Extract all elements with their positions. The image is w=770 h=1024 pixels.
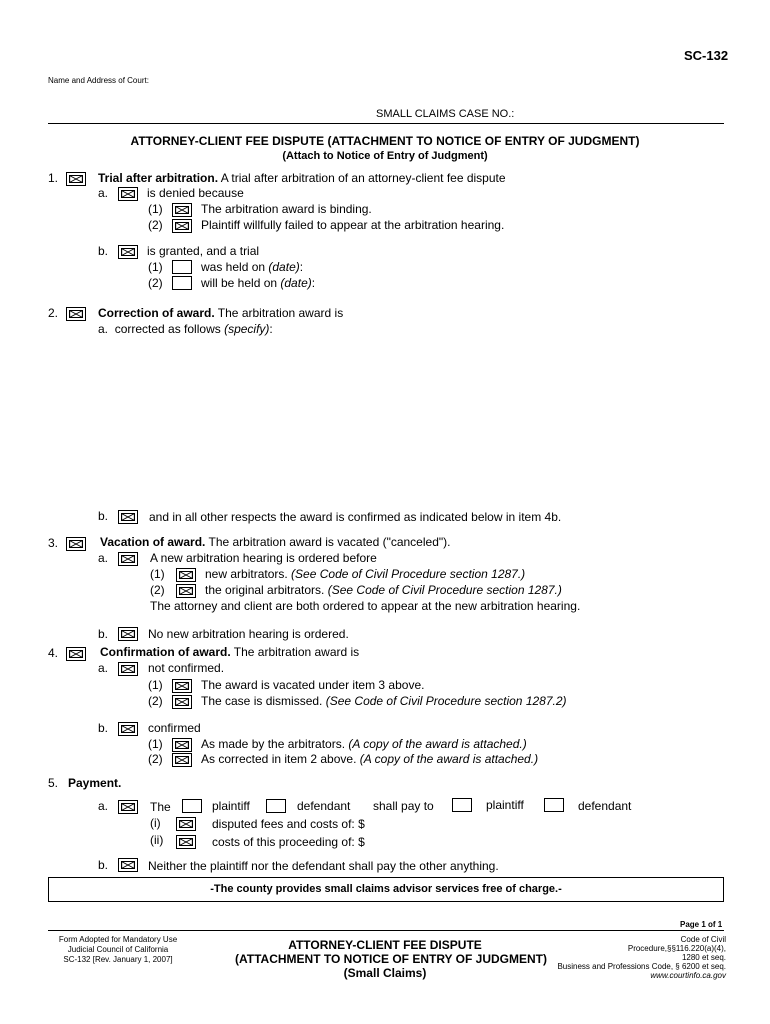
item5a-i-number: (i) — [150, 816, 161, 830]
item3b-text: No new arbitration hearing is ordered. — [148, 627, 349, 641]
item1a-checkbox[interactable] — [118, 187, 138, 201]
footer-left-2: Judicial Council of California — [67, 945, 169, 954]
item1-heading-line — [98, 171, 506, 185]
item2-number: 2. — [48, 306, 59, 320]
item1b2-checkbox[interactable] — [172, 276, 192, 290]
item1b1-text: was held on — [201, 260, 269, 274]
checkmark-x-icon — [173, 220, 191, 232]
checkmark-x-icon — [67, 173, 85, 185]
payee-plaintiff-label: plaintiff — [486, 798, 524, 812]
footer-rule — [48, 930, 724, 931]
footer-right-2: Procedure,§§116.220(a)(4), — [627, 944, 726, 953]
checkmark-x-icon — [119, 859, 137, 871]
item4b2-number: (2) — [148, 752, 163, 766]
item4a-checkbox[interactable] — [118, 662, 138, 676]
item3a2-ref: (See Code of Civil Procedure section 1287.) — [327, 583, 562, 597]
item4b2-checkbox[interactable] — [172, 753, 192, 767]
item2a-line — [98, 322, 273, 336]
checkmark-x-icon — [119, 246, 137, 258]
item2a-text: corrected as follows — [114, 322, 225, 336]
item3a2-line — [205, 583, 562, 597]
checkmark-x-icon — [67, 648, 85, 660]
item1b1-colon: : — [299, 260, 304, 274]
item4a2-ref: (See Code of Civil Procedure section 1287.2) — [325, 694, 567, 708]
item3-number: 3. — [48, 536, 59, 550]
item1b2-line — [201, 276, 315, 290]
checkmark-x-icon — [177, 836, 195, 848]
item4-checkbox[interactable] — [66, 647, 86, 661]
footer-right-4: Business and Professions Code, § 6200 et seq. — [557, 962, 726, 971]
item5-heading: Payment. — [68, 776, 122, 790]
checkmark-x-icon — [173, 680, 191, 692]
checkmark-x-icon — [119, 723, 137, 735]
item3b-label: b. — [98, 627, 109, 641]
footer-title-1: ATTORNEY-CLIENT FEE DISPUTE — [288, 938, 482, 952]
item2a-label: a. — [98, 322, 109, 336]
item4-heading-line — [100, 645, 359, 659]
item4a-label: a. — [98, 661, 109, 675]
item5a-label: a. — [98, 799, 109, 813]
item2-text: The arbitration award is — [214, 306, 344, 320]
item4b1-line — [201, 737, 527, 751]
item4a2-line — [201, 694, 567, 708]
item4-text: The arbitration award is — [230, 645, 360, 659]
item2b-label: b. — [98, 509, 109, 523]
checkmark-x-icon — [119, 553, 137, 565]
checkmark-x-icon — [67, 308, 85, 320]
item1b-label: b. — [98, 244, 109, 258]
item4b-checkbox[interactable] — [118, 722, 138, 736]
item4a2-number: (2) — [148, 694, 163, 708]
item4b2-ref: (A copy of the award is attached.) — [359, 752, 539, 766]
item4b1-ref: (A copy of the award is attached.) — [348, 737, 527, 751]
item1b-text: is granted, and a trial — [147, 244, 260, 258]
item4-heading: Confirmation of award. — [100, 645, 231, 659]
item3a1-number: (1) — [150, 567, 165, 581]
item3a2-number: (2) — [150, 583, 165, 597]
item4b2-line — [201, 752, 538, 766]
item4a1-number: (1) — [148, 678, 163, 692]
item5a-ii-checkbox[interactable] — [176, 835, 196, 849]
payer-plaintiff-checkbox[interactable] — [182, 799, 202, 813]
notice-box — [48, 877, 724, 902]
form-number: SC-132 — [684, 48, 729, 63]
item5a-ii-number: (ii) — [150, 833, 164, 847]
item3a-text: A new arbitration hearing is ordered before — [150, 551, 377, 565]
checkmark-x-icon — [119, 511, 137, 523]
item4b1-number: (1) — [148, 737, 163, 751]
item1-number: 1. — [48, 171, 59, 185]
checkmark-x-icon — [119, 801, 137, 813]
item3a-note: The attorney and client are both ordered to appear at the new arbitration hearing. — [150, 599, 581, 613]
item4b1-checkbox[interactable] — [172, 738, 192, 752]
checkmark-x-icon — [119, 628, 137, 640]
item1a-label: a. — [98, 186, 109, 200]
payee-defendant-checkbox[interactable] — [544, 798, 564, 812]
item2a-specify: (specify) — [224, 322, 270, 336]
item4a2-checkbox[interactable] — [172, 695, 192, 709]
item3a-checkbox[interactable] — [118, 552, 138, 566]
item1b-checkbox[interactable] — [118, 245, 138, 259]
item2b-text: and in all other respects the award is confirmed as indicated below in item 4b. — [149, 510, 562, 524]
footer-left-1: Form Adopted for Mandatory Use — [58, 935, 178, 944]
checkmark-x-icon — [67, 538, 85, 550]
footer-left-3: SC-132 [Rev. January 1, 2007] — [63, 955, 173, 964]
item4b-label: b. — [98, 721, 109, 735]
checkmark-x-icon — [119, 663, 137, 675]
item4a1-text: The award is vacated under item 3 above. — [201, 678, 425, 692]
footer-right-3: 1280 et seq. — [681, 953, 726, 962]
checkmark-x-icon — [173, 739, 191, 751]
header-rule — [48, 123, 724, 124]
item1-text: A trial after arbitration of an attorney-client fee dispute — [218, 171, 506, 185]
item2-heading: Correction of award. — [98, 306, 215, 320]
item2b-checkbox[interactable] — [118, 510, 138, 524]
item1a1-number: (1) — [148, 202, 163, 216]
item5-number: 5. — [48, 776, 59, 790]
checkmark-x-icon — [177, 569, 195, 581]
item3-heading-line — [100, 535, 450, 549]
form-subtitle: (Attach to Notice of Entry of Judgment) — [282, 150, 488, 162]
item1b2-date: (date) — [280, 276, 312, 290]
item5b-text: Neither the plaintiff nor the defendant shall pay the other anything. — [148, 859, 499, 873]
item3-text: The arbitration award is vacated ("canceled"). — [205, 535, 451, 549]
item1a1-checkbox[interactable] — [172, 203, 192, 217]
item1b2-colon: : — [311, 276, 316, 290]
item1b1-checkbox[interactable] — [172, 260, 192, 274]
page-number: Page 1 of 1 — [680, 920, 723, 929]
shall-pay-to-label: shall pay to — [373, 799, 434, 813]
payer-defendant-checkbox[interactable] — [266, 799, 286, 813]
payer-defendant-label: defendant — [297, 799, 351, 813]
item1b2-text: will be held on — [201, 276, 281, 290]
item1b1-date: (date) — [268, 260, 300, 274]
checkmark-x-icon — [119, 188, 137, 200]
item1a2-number: (2) — [148, 218, 163, 232]
item1b2-number: (2) — [148, 276, 163, 290]
checkmark-x-icon — [177, 585, 195, 597]
item2-checkbox[interactable] — [66, 307, 86, 321]
item5a-i-checkbox[interactable] — [176, 817, 196, 831]
item4b1-text: As made by the arbitrators. — [201, 737, 349, 751]
item3a1-checkbox[interactable] — [176, 568, 196, 582]
case-no-label: SMALL CLAIMS CASE NO.: — [376, 108, 515, 120]
item3a2-checkbox[interactable] — [176, 584, 196, 598]
item1-checkbox[interactable] — [66, 172, 86, 186]
footer-url[interactable]: www.courtinfo.ca.gov — [650, 971, 726, 980]
item4b-text: confirmed — [148, 721, 201, 735]
item2a-colon: : — [269, 322, 273, 336]
item3a2-text: the original arbitrators. — [205, 583, 328, 597]
item4a2-text: The case is dismissed. — [201, 694, 326, 708]
item3a1-text: new arbitrators. — [205, 567, 292, 581]
item1b1-number: (1) — [148, 260, 163, 274]
court-label: Name and Address of Court: — [48, 76, 149, 85]
item3a-label: a. — [98, 551, 109, 565]
footer-title-3: (Small Claims) — [343, 966, 427, 980]
item5b-checkbox[interactable] — [118, 858, 138, 872]
item5a-checkbox[interactable] — [118, 800, 138, 814]
item1b1-line — [201, 260, 303, 274]
item3a1-ref: (See Code of Civil Procedure section 1287.) — [291, 567, 526, 581]
footer-title-2: (ATTACHMENT TO NOTICE OF ENTRY OF JUDGMENT) — [235, 952, 547, 966]
checkmark-x-icon — [173, 754, 191, 766]
payee-defendant-label: defendant — [578, 799, 632, 813]
item1a-text: is denied because — [147, 186, 244, 200]
checkmark-x-icon — [173, 204, 191, 216]
item3a1-line — [205, 567, 525, 581]
item4a1-checkbox[interactable] — [172, 679, 192, 693]
payee-plaintiff-checkbox[interactable] — [452, 798, 472, 812]
footer-right-1: Code of Civil — [680, 935, 726, 944]
item3-heading: Vacation of award. — [100, 535, 206, 549]
item1a2-checkbox[interactable] — [172, 219, 192, 233]
item3b-checkbox[interactable] — [118, 627, 138, 641]
item4a-text: not confirmed. — [148, 661, 225, 675]
item1a2-text: Plaintiff willfully failed to appear at the arbitration hearing. — [201, 218, 505, 232]
item3-checkbox[interactable] — [66, 537, 86, 551]
item1a1-text: The arbitration award is binding. — [201, 202, 372, 216]
item5a-i-text: disputed fees and costs of: $ — [212, 817, 365, 831]
item5a-the: The — [150, 800, 171, 814]
item4-number: 4. — [48, 646, 59, 660]
item4b2-text: As corrected in item 2 above. — [201, 752, 360, 766]
payer-plaintiff-label: plaintiff — [212, 799, 250, 813]
item5a-ii-text: costs of this proceeding of: $ — [212, 835, 365, 849]
item2-heading-line — [98, 306, 343, 320]
notice-text: -The county provides small claims advisor services free of charge.- — [210, 883, 562, 895]
item1-heading: Trial after arbitration. — [98, 171, 219, 185]
checkmark-x-icon — [177, 818, 195, 830]
checkmark-x-icon — [173, 696, 191, 708]
form-title: ATTORNEY-CLIENT FEE DISPUTE (ATTACHMENT TO NOTICE OF ENTRY OF JUDGMENT) — [130, 134, 640, 148]
item5b-label: b. — [98, 858, 109, 872]
